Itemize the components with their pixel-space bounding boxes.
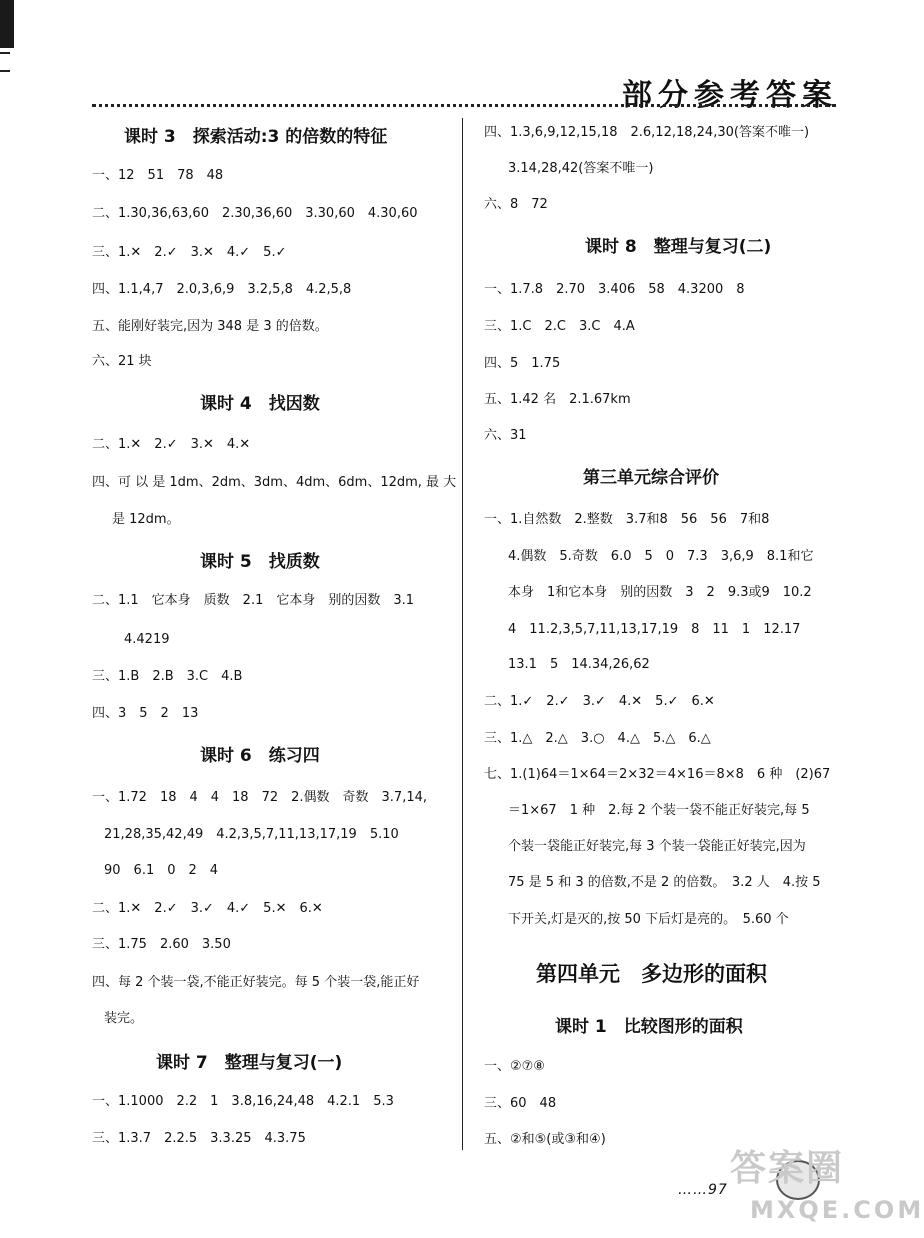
answer-line: 本身 1和它本身 别的因数 3 2 9.3或9 10.2: [508, 585, 812, 600]
answer-line: 四、3 5 2 13: [92, 706, 199, 721]
answer-line: 一、12 51 78 48: [92, 168, 224, 183]
answer-line: 个装一袋能正好装完,每 3 个装一袋能正好装完,因为: [508, 839, 806, 854]
answer-line: 五、②和⑤(或③和④): [484, 1132, 606, 1147]
answer-line: 三、1.C 2.C 3.C 4.A: [484, 319, 635, 334]
watermark: [730, 1140, 924, 1230]
answer-line: 4.偶数 5.奇数 6.0 5 0 7.3 3,6,9 8.1和它: [508, 549, 814, 564]
answer-line: 四、1.1,4,7 2.0,3,6,9 3.2,5,8 4.2,5,8: [92, 282, 352, 297]
answer-line: 二、1.30,36,63,60 2.30,36,60 3.30,60 4.30,60: [92, 206, 418, 221]
answer-line: 四、1.3,6,9,12,15,18 2.6,12,18,24,30(答案不唯一): [484, 125, 810, 140]
answer-line: 七、1.(1)64＝1×64＝2×32＝4×16＝8×8 6 种 (2)67: [484, 767, 831, 782]
section-title: 课时 7 整理与复习(一): [156, 1053, 343, 1073]
answer-line: 4 11.2,3,5,7,11,13,17,19 8 11 1 12.17: [508, 622, 801, 637]
answer-line: 六、31: [484, 428, 527, 443]
section-title: 课时 5 找质数: [200, 552, 320, 572]
answer-line: 一、1.72 18 4 4 18 72 2.偶数 奇数 3.7,14,: [92, 790, 427, 805]
answer-line: 二、1.1 它本身 质数 2.1 它本身 别的因数 3.1: [92, 593, 415, 608]
corner-tick-mark: [0, 52, 10, 72]
answer-line: 四、5 1.75: [484, 356, 561, 371]
answer-line: 四、每 2 个装一袋,不能正好装完。每 5 个装一袋,能正好: [92, 975, 420, 990]
answer-line: ＝1×67 1 种 2.每 2 个装一袋不能正好装完,每 5: [508, 803, 810, 818]
unit-title: 第四单元 多边形的面积: [536, 962, 767, 986]
answer-line: 三、1.△ 2.△ 3.○ 4.△ 5.△ 6.△: [484, 731, 711, 746]
answer-line: 五、1.42 名 2.1.67km: [484, 392, 631, 407]
section-title: 第三单元综合评价: [583, 468, 719, 488]
answer-line: 二、1.✓ 2.✓ 3.✓ 4.✕ 5.✓ 6.✕: [484, 694, 715, 709]
answer-line: 二、1.✕ 2.✓ 3.✓ 4.✓ 5.✕ 6.✕: [92, 901, 323, 916]
answer-line: 五、能刚好装完,因为 348 是 3 的倍数。: [92, 319, 328, 334]
answer-line: 一、1.7.8 2.70 3.406 58 4.3200 8: [484, 282, 745, 297]
answer-line: 二、1.✕ 2.✓ 3.✕ 4.✕: [92, 437, 251, 452]
answer-line: 四、可 以 是 1dm、2dm、3dm、4dm、6dm、12dm, 最 大: [92, 475, 457, 490]
section-title: 课时 6 练习四: [200, 746, 320, 766]
answer-line: 一、②⑦⑧: [484, 1059, 545, 1074]
answer-line: 三、60 48: [484, 1096, 557, 1111]
watermark-top-text: 答案圈: [730, 1148, 845, 1189]
answer-line: 13.1 5 14.34,26,62: [508, 657, 650, 672]
answer-line: 一、1.1000 2.2 1 3.8,16,24,48 4.2.1 5.3: [92, 1094, 394, 1109]
answer-line: 90 6.1 0 2 4: [104, 863, 219, 878]
section-title: 课时 8 整理与复习(二): [585, 237, 772, 257]
answer-line: 一、1.自然数 2.整数 3.7和8 56 56 7和8: [484, 512, 770, 527]
answer-line: 4.4219: [124, 632, 170, 647]
answer-line: 21,28,35,42,49 4.2,3,5,7,11,13,17,19 5.10: [104, 827, 399, 842]
page-number: ……97: [678, 1182, 728, 1198]
answer-line: 3.14,28,42(答案不唯一): [508, 161, 654, 176]
corner-tab-mark: [0, 0, 14, 48]
header-dotted-rule: [92, 104, 836, 107]
answer-line: 是 12dm。: [112, 512, 180, 527]
answer-line: 三、1.75 2.60 3.50: [92, 937, 231, 952]
answer-line: 装完。: [104, 1011, 144, 1026]
answer-line: 三、1.✕ 2.✓ 3.✕ 4.✓ 5.✓: [92, 245, 287, 260]
answer-line: 三、1.B 2.B 3.C 4.B: [92, 669, 243, 684]
column-divider: [462, 118, 463, 1150]
answer-line: 75 是 5 和 3 的倍数,不是 2 的倍数。 3.2 人 4.按 5: [508, 875, 821, 890]
section-title: 课时 1 比较图形的面积: [555, 1017, 743, 1037]
section-title: 课时 3 探索活动:3 的倍数的特征: [124, 127, 388, 147]
section-title: 课时 4 找因数: [200, 394, 320, 414]
answer-line: 三、1.3.7 2.2.5 3.3.25 4.3.75: [92, 1131, 306, 1146]
answer-line: 六、21 块: [92, 354, 152, 369]
watermark-bottom-text: MXQE.COM: [750, 1196, 924, 1224]
answer-line: 六、8 72: [484, 197, 548, 212]
page-header-title: 部分参考答案: [622, 78, 838, 113]
answer-line: 下开关,灯是灭的,按 50 下后灯是亮的。 5.60 个: [508, 912, 789, 927]
